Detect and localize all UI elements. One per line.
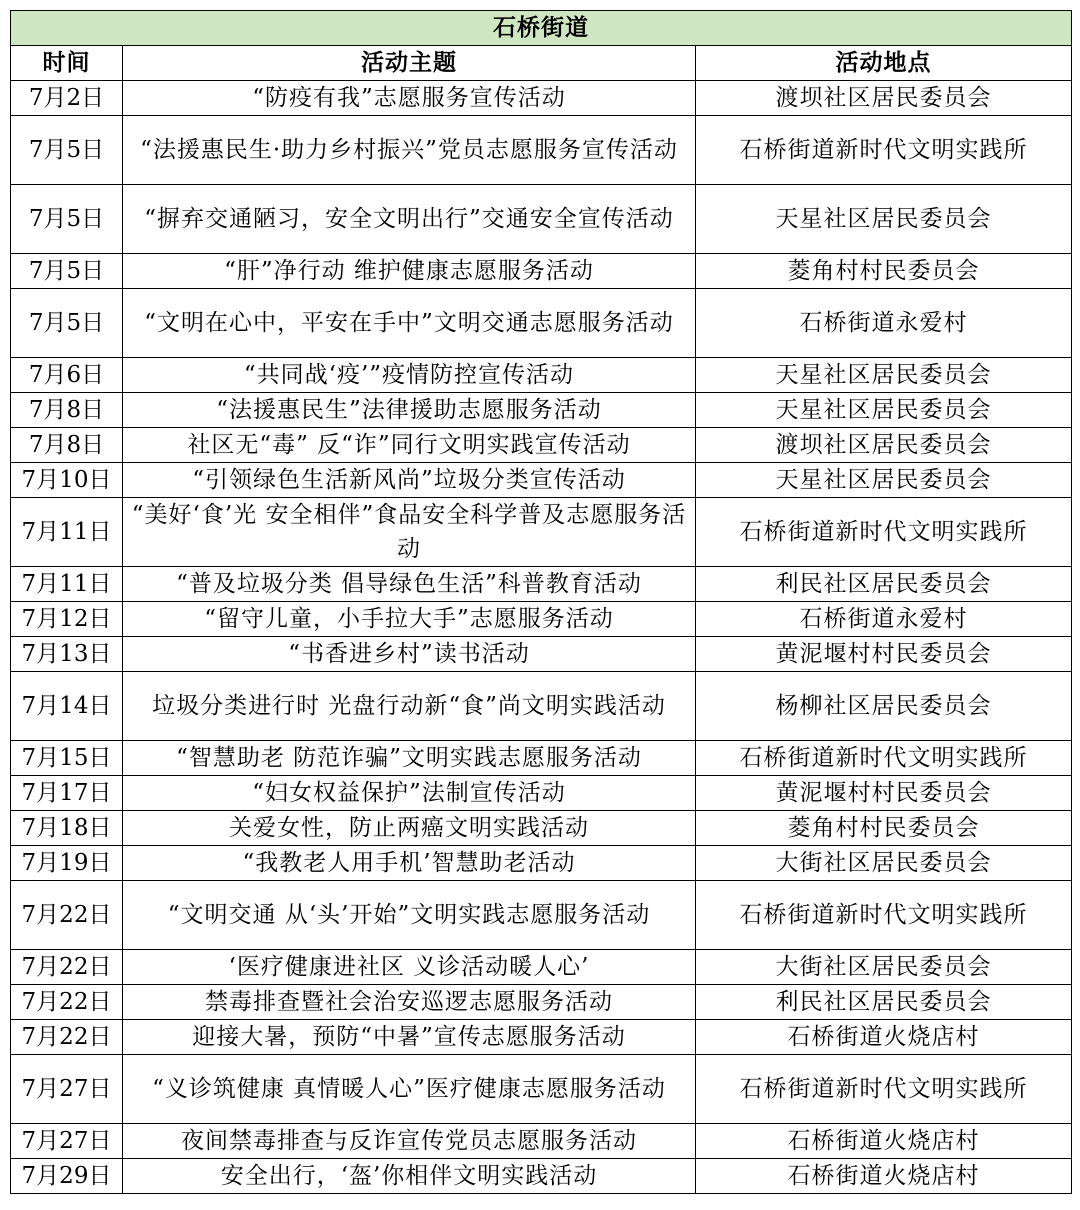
date-cell: 7月27日: [11, 1055, 123, 1124]
table-row: [11, 637, 1072, 672]
date-cell: 7月8日: [11, 393, 123, 428]
date-cell: 7月22日: [11, 1020, 123, 1055]
location-cell: 渡坝社区居民委员会: [696, 81, 1072, 116]
date-cell: 7月29日: [11, 1159, 123, 1194]
table-row: [11, 602, 1072, 637]
table-row: [11, 185, 1072, 254]
location-cell: 石桥街道新时代文明实践所: [696, 116, 1072, 185]
table-row: [11, 463, 1072, 498]
date-cell: 7月8日: [11, 428, 123, 463]
date-cell: 7月19日: [11, 846, 123, 881]
date-cell: 7月22日: [11, 950, 123, 985]
date-cell: 7月5日: [11, 289, 123, 358]
location-cell: 杨柳社区居民委员会: [696, 672, 1072, 741]
table-row: [11, 1020, 1072, 1055]
table-row: [11, 950, 1072, 985]
location-cell: 石桥街道永爱村: [696, 289, 1072, 358]
location-cell: 渡坝社区居民委员会: [696, 428, 1072, 463]
table-row: [11, 672, 1072, 741]
theme-cell: “防疫有我”志愿服务宣传活动: [123, 81, 696, 116]
header-theme: 活动主题: [123, 46, 696, 81]
theme-cell: 夜间禁毒排查与反诈宣传党员志愿服务活动: [123, 1124, 696, 1159]
date-cell: 7月11日: [11, 498, 123, 567]
theme-cell: “摒弃交通陋习，安全文明出行”交通安全宣传活动: [123, 185, 696, 254]
theme-cell: 安全出行，‘盔’你相伴文明实践活动: [123, 1159, 696, 1194]
date-cell: 7月11日: [11, 567, 123, 602]
date-cell: 7月10日: [11, 463, 123, 498]
theme-cell: 迎接大暑，预防“中暑”宣传志愿服务活动: [123, 1020, 696, 1055]
date-cell: 7月27日: [11, 1124, 123, 1159]
date-cell: 7月22日: [11, 985, 123, 1020]
date-cell: 7月5日: [11, 116, 123, 185]
location-cell: 菱角村村民委员会: [696, 254, 1072, 289]
date-cell: 7月6日: [11, 358, 123, 393]
table-row: [11, 498, 1072, 567]
theme-cell: “留守儿童，小手拉大手”志愿服务活动: [123, 602, 696, 637]
date-cell: 7月17日: [11, 776, 123, 811]
header-location: 活动地点: [696, 46, 1072, 81]
theme-cell: “共同战‘疫’”疫情防控宣传活动: [123, 358, 696, 393]
date-cell: 7月15日: [11, 741, 123, 776]
table-row: [11, 81, 1072, 116]
theme-cell: ‘医疗健康进社区 义诊活动暖人心’: [123, 950, 696, 985]
table-title: 石桥街道: [11, 11, 1072, 46]
theme-cell: “肝”净行动 维护健康志愿服务活动: [123, 254, 696, 289]
theme-cell: “我教老人用手机’智慧助老活动: [123, 846, 696, 881]
location-cell: 石桥街道永爱村: [696, 602, 1072, 637]
table-row: [11, 1124, 1072, 1159]
theme-cell: “书香进乡村”读书活动: [123, 637, 696, 672]
table-row: [11, 776, 1072, 811]
table-row: [11, 1159, 1072, 1194]
date-cell: 7月13日: [11, 637, 123, 672]
table-row: [11, 846, 1072, 881]
location-cell: 石桥街道新时代文明实践所: [696, 1055, 1072, 1124]
location-cell: 石桥街道火烧店村: [696, 1124, 1072, 1159]
location-cell: 大街社区居民委员会: [696, 846, 1072, 881]
date-cell: 7月12日: [11, 602, 123, 637]
theme-cell: “妇女权益保护”法制宣传活动: [123, 776, 696, 811]
location-cell: 利民社区居民委员会: [696, 985, 1072, 1020]
table-row: [11, 985, 1072, 1020]
theme-cell: 垃圾分类进行时 光盘行动新“食”尚文明实践活动: [123, 672, 696, 741]
date-cell: 7月14日: [11, 672, 123, 741]
theme-cell: “文明交通 从‘头’开始”文明实践志愿服务活动: [123, 881, 696, 950]
location-cell: 石桥街道新时代文明实践所: [696, 881, 1072, 950]
table-row: [11, 393, 1072, 428]
date-cell: 7月5日: [11, 254, 123, 289]
date-cell: 7月22日: [11, 881, 123, 950]
theme-cell: “文明在心中，平安在手中”文明交通志愿服务活动: [123, 289, 696, 358]
theme-cell: 关爱女性，防止两癌文明实践活动: [123, 811, 696, 846]
location-cell: 石桥街道新时代文明实践所: [696, 498, 1072, 567]
theme-cell: “法援惠民生”法律援助志愿服务活动: [123, 393, 696, 428]
date-cell: 7月18日: [11, 811, 123, 846]
location-cell: 天星社区居民委员会: [696, 358, 1072, 393]
table-row: [11, 741, 1072, 776]
header-time: 时间: [11, 46, 123, 81]
theme-cell: “引领绿色生活新风尚”垃圾分类宣传活动: [123, 463, 696, 498]
location-cell: 天星社区居民委员会: [696, 463, 1072, 498]
location-cell: 天星社区居民委员会: [696, 185, 1072, 254]
table-row: [11, 811, 1072, 846]
location-cell: 黄泥堰村村民委员会: [696, 637, 1072, 672]
theme-cell: “义诊筑健康 真情暖人心”医疗健康志愿服务活动: [123, 1055, 696, 1124]
table-row: [11, 358, 1072, 393]
theme-cell: “美好‘食’光 安全相伴”食品安全科学普及志愿服务活动: [123, 498, 696, 567]
location-cell: 石桥街道火烧店村: [696, 1159, 1072, 1194]
table-row: [11, 289, 1072, 358]
table-row: [11, 1055, 1072, 1124]
theme-cell: 社区无“毒” 反“诈”同行文明实践宣传活动: [123, 428, 696, 463]
table-row: [11, 428, 1072, 463]
theme-cell: “普及垃圾分类 倡导绿色生活”科普教育活动: [123, 567, 696, 602]
theme-cell: “智慧助老 防范诈骗”文明实践志愿服务活动: [123, 741, 696, 776]
table-body: [11, 81, 1072, 1194]
location-cell: 黄泥堰村村民委员会: [696, 776, 1072, 811]
date-cell: 7月2日: [11, 81, 123, 116]
location-cell: 大街社区居民委员会: [696, 950, 1072, 985]
date-cell: 7月5日: [11, 185, 123, 254]
table-row: [11, 116, 1072, 185]
table-row: [11, 567, 1072, 602]
location-cell: 石桥街道新时代文明实践所: [696, 741, 1072, 776]
theme-cell: 禁毒排查暨社会治安巡逻志愿服务活动: [123, 985, 696, 1020]
theme-cell: “法援惠民生·助力乡村振兴”党员志愿服务宣传活动: [123, 116, 696, 185]
location-cell: 天星社区居民委员会: [696, 393, 1072, 428]
location-cell: 菱角村村民委员会: [696, 811, 1072, 846]
table-row: [11, 881, 1072, 950]
table-row: [11, 254, 1072, 289]
activity-table: [10, 10, 1072, 1194]
location-cell: 利民社区居民委员会: [696, 567, 1072, 602]
location-cell: 石桥街道火烧店村: [696, 1020, 1072, 1055]
